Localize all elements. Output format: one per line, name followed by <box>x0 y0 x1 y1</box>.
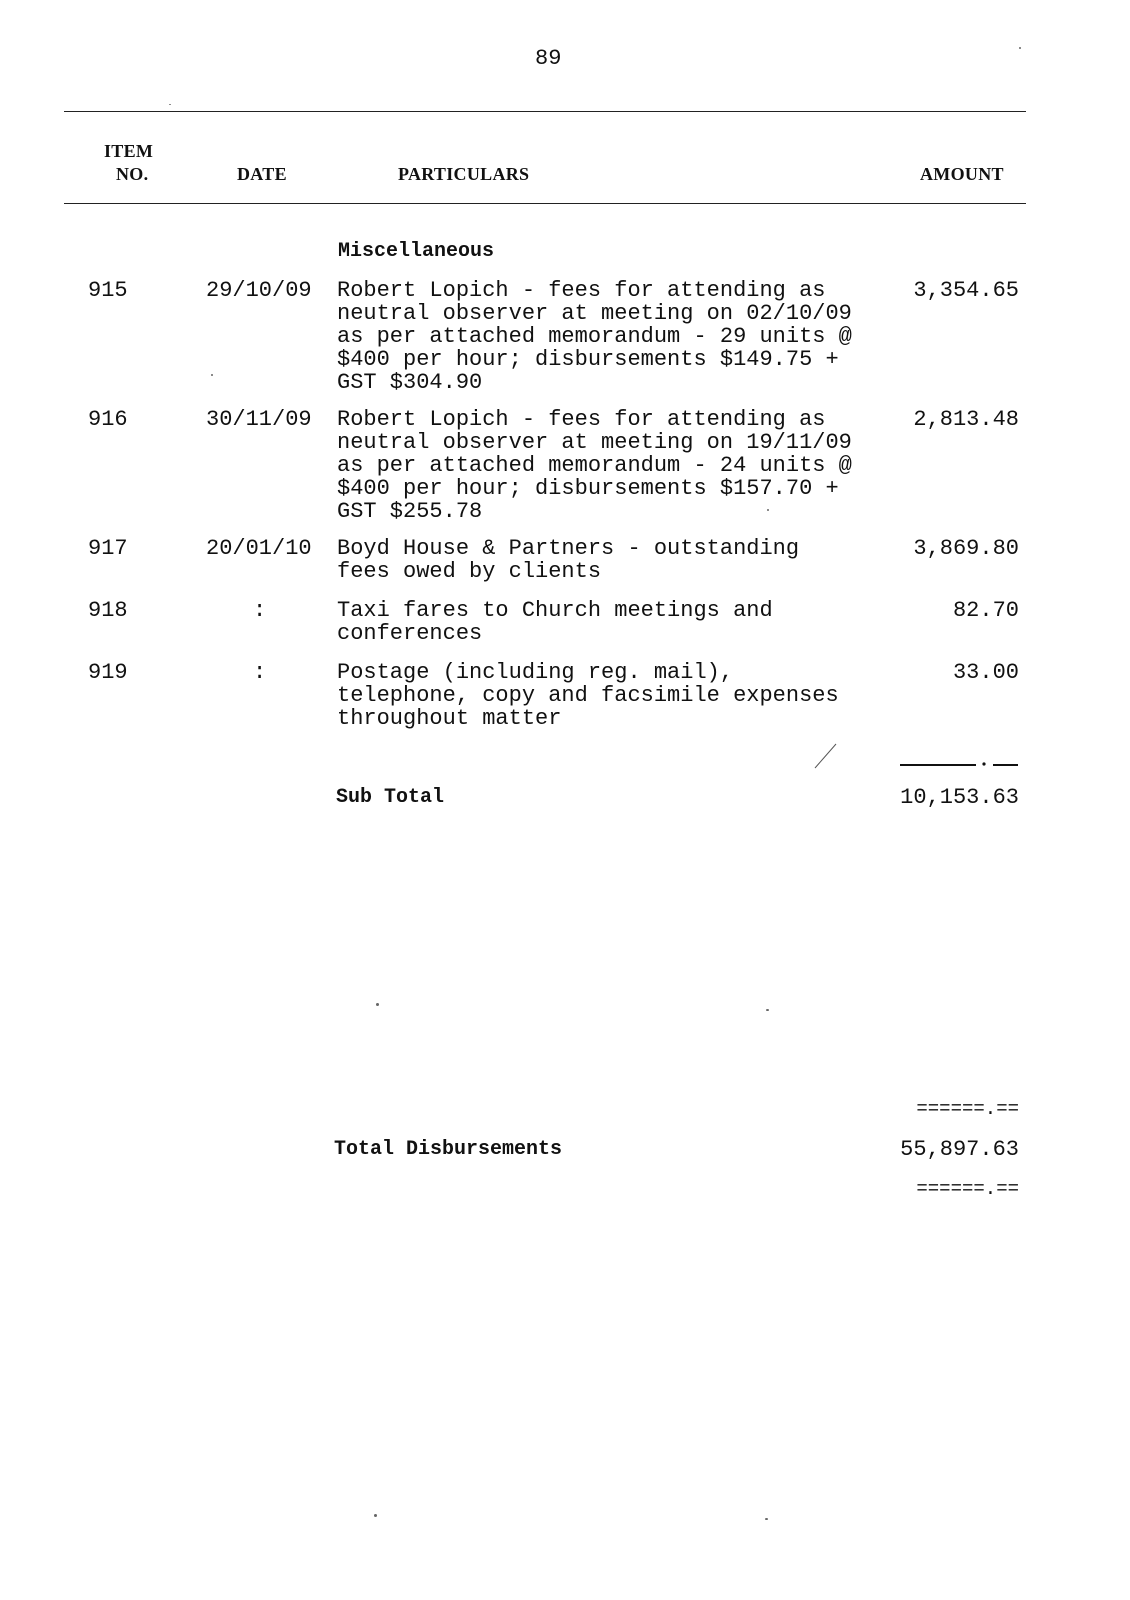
page-number: 89 <box>535 46 562 71</box>
scan-speck <box>765 1518 768 1520</box>
scan-speck <box>169 104 171 105</box>
header-bottom-rule <box>64 203 1026 204</box>
header-particulars-label: PARTICULARS <box>398 164 530 184</box>
total-label: Total Disbursements <box>334 1138 563 1161</box>
total-top-double-rule: ======.== <box>916 1098 1019 1120</box>
scan-speck <box>374 1514 377 1517</box>
row-date: 30/11/09 <box>206 407 312 432</box>
scan-speck <box>211 374 213 376</box>
header-item-label: ITEM <box>104 141 154 161</box>
header-top-rule <box>64 111 1026 112</box>
row-item-no: 919 <box>88 660 128 685</box>
row-item-no: 915 <box>88 278 128 303</box>
row-date: 20/01/10 <box>206 536 312 561</box>
row-particulars: Postage (including reg. mail), telephone, copy and facsimile expenses throughout matter <box>337 660 839 731</box>
scan-speck <box>767 509 769 511</box>
total-bottom-double-rule: ======.== <box>916 1178 1019 1200</box>
row-item-no: 918 <box>88 598 128 623</box>
row-item-no: 917 <box>88 536 128 561</box>
subtotal-rule <box>898 758 1020 770</box>
row-date: 29/10/09 <box>206 278 312 303</box>
row-amount: 3,354.65 <box>913 278 1019 303</box>
row-particulars: Taxi fares to Church meetings and conferences <box>337 598 773 646</box>
section-title: Miscellaneous <box>338 240 495 263</box>
scan-speck <box>1019 47 1021 49</box>
total-amount: 55,897.63 <box>900 1137 1019 1162</box>
header-date-label: DATE <box>237 164 287 184</box>
scan-speck <box>376 1003 379 1006</box>
header-amount-label: AMOUNT <box>920 164 1004 184</box>
subtotal-amount: 10,153.63 <box>900 785 1019 810</box>
row-amount: 2,813.48 <box>913 407 1019 432</box>
scan-speck <box>766 1009 769 1011</box>
subtotal-label: Sub Total <box>336 786 445 809</box>
pen-mark <box>812 742 838 770</box>
row-particulars: Robert Lopich - fees for attending as neutral observer at meeting on 19/11/09 as per attached memorandum - 24 units @ $400 per hour; disbursements $157.70 + GST $255.78 <box>337 407 852 524</box>
row-date: : <box>253 660 267 685</box>
row-particulars: Robert Lopich - fees for attending as neutral observer at meeting on 02/10/09 as per attached memorandum - 29 units @ $400 per hour; disbursements $149.75 + GST $304.90 <box>337 278 852 395</box>
row-date: : <box>253 598 267 623</box>
row-amount: 33.00 <box>952 660 1019 685</box>
row-amount: 3,869.80 <box>913 536 1019 561</box>
row-particulars: Boyd House & Partners - outstanding fees owed by clients <box>337 536 800 584</box>
row-amount: 82.70 <box>952 598 1019 623</box>
row-item-no: 916 <box>88 407 128 432</box>
header-no-label: NO. <box>116 164 149 184</box>
